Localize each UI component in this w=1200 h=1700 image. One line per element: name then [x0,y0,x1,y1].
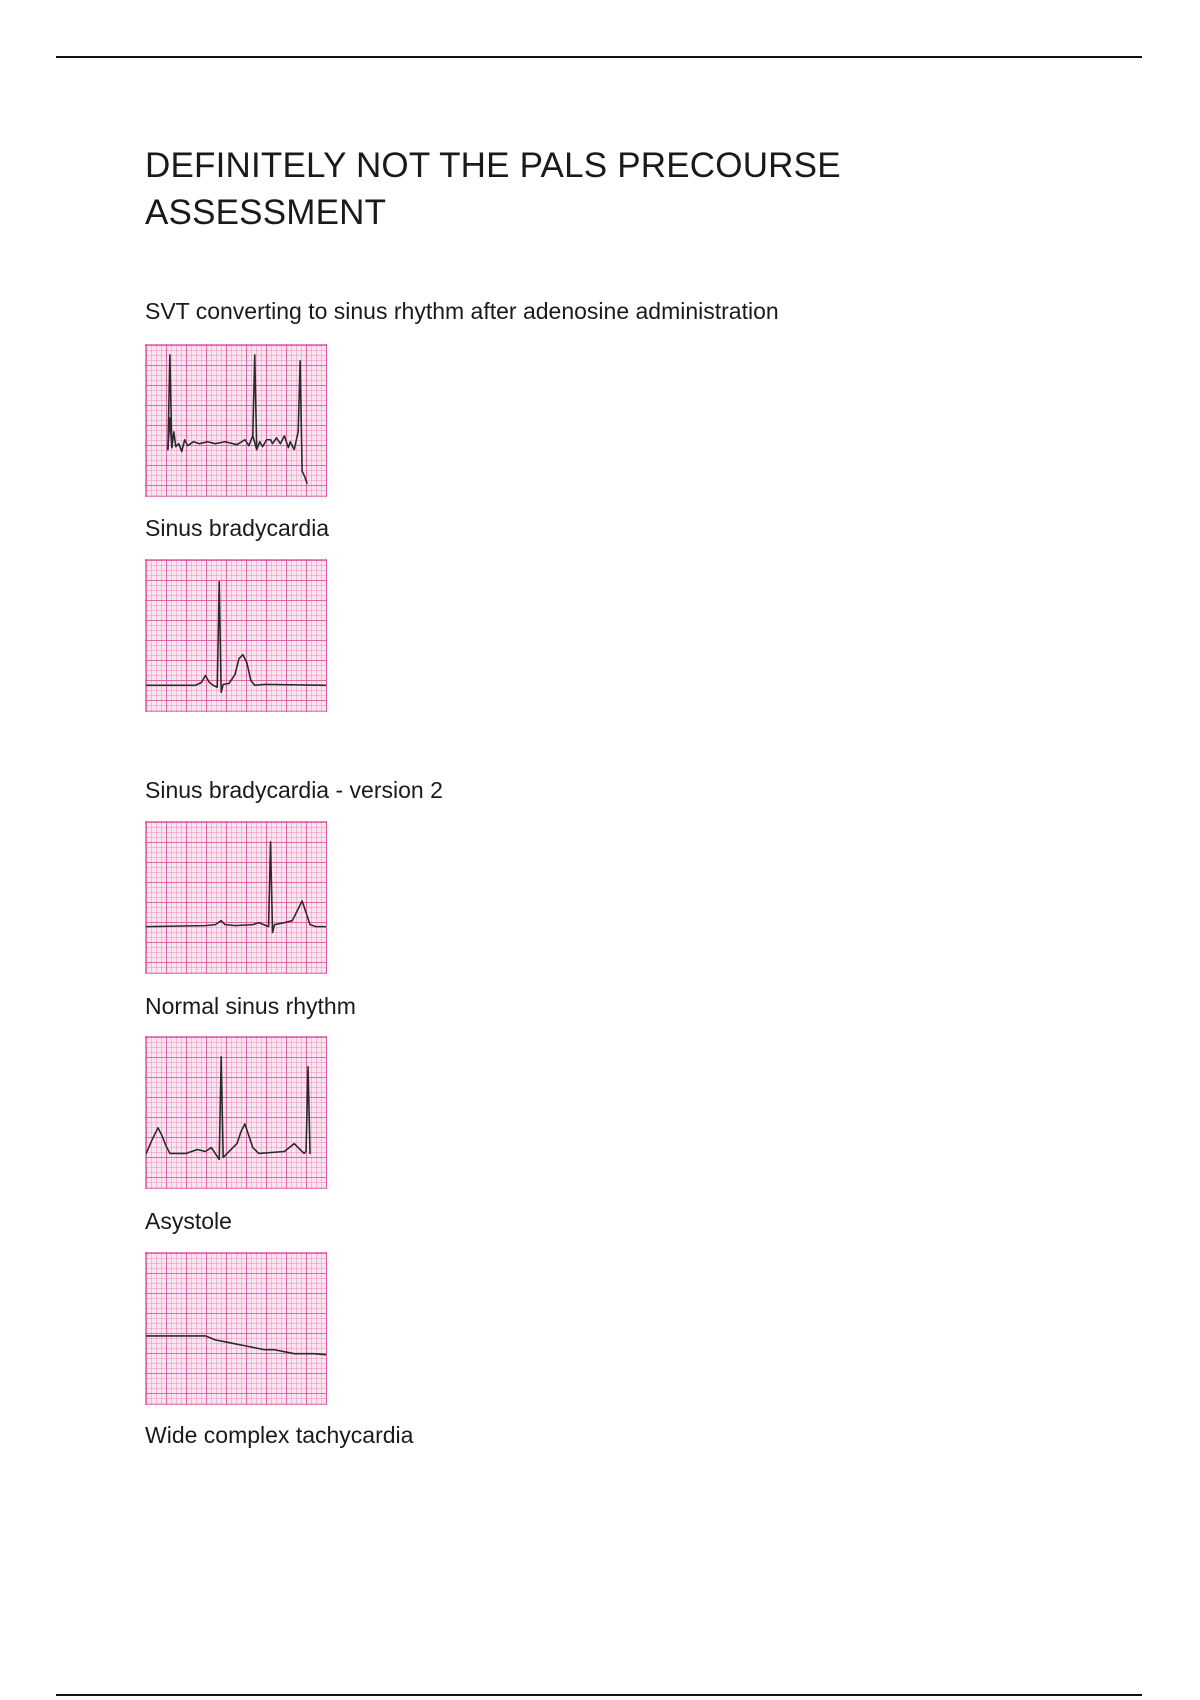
ecg-strip-sinus-bradycardia [145,559,327,712]
ecg-strip-asystole [145,1252,327,1405]
caption-normal-sinus-rhythm: Normal sinus rhythm [145,993,356,1019]
ecg-trace-asystole [146,1253,326,1404]
ecg-trace-normal-sinus-rhythm [146,1037,326,1188]
caption-asystole: Asystole [145,1208,232,1234]
caption-svt: SVT converting to sinus rhythm after adenosine administration [145,298,779,324]
page-title: DEFINITELY NOT THE PALS PRECOURSE ASSESSMENT [145,146,841,232]
caption-wide-complex-tachycardia: Wide complex tachycardia [145,1422,414,1448]
caption-sinus-bradycardia: Sinus bradycardia [145,515,330,541]
ecg-strip-svt-conversion [145,344,327,497]
ecg-trace-sinus-bradycardia-v2 [146,822,326,973]
ecg-strip-normal-sinus-rhythm [145,1036,327,1189]
caption-sinus-bradycardia-v2: Sinus bradycardia - version 2 [145,777,443,803]
ecg-trace-sinus-bradycardia [146,560,326,711]
top-rule [56,56,1142,58]
ecg-trace-svt [146,345,326,496]
ecg-strip-sinus-bradycardia-v2 [145,821,327,974]
bottom-rule [56,1694,1142,1696]
